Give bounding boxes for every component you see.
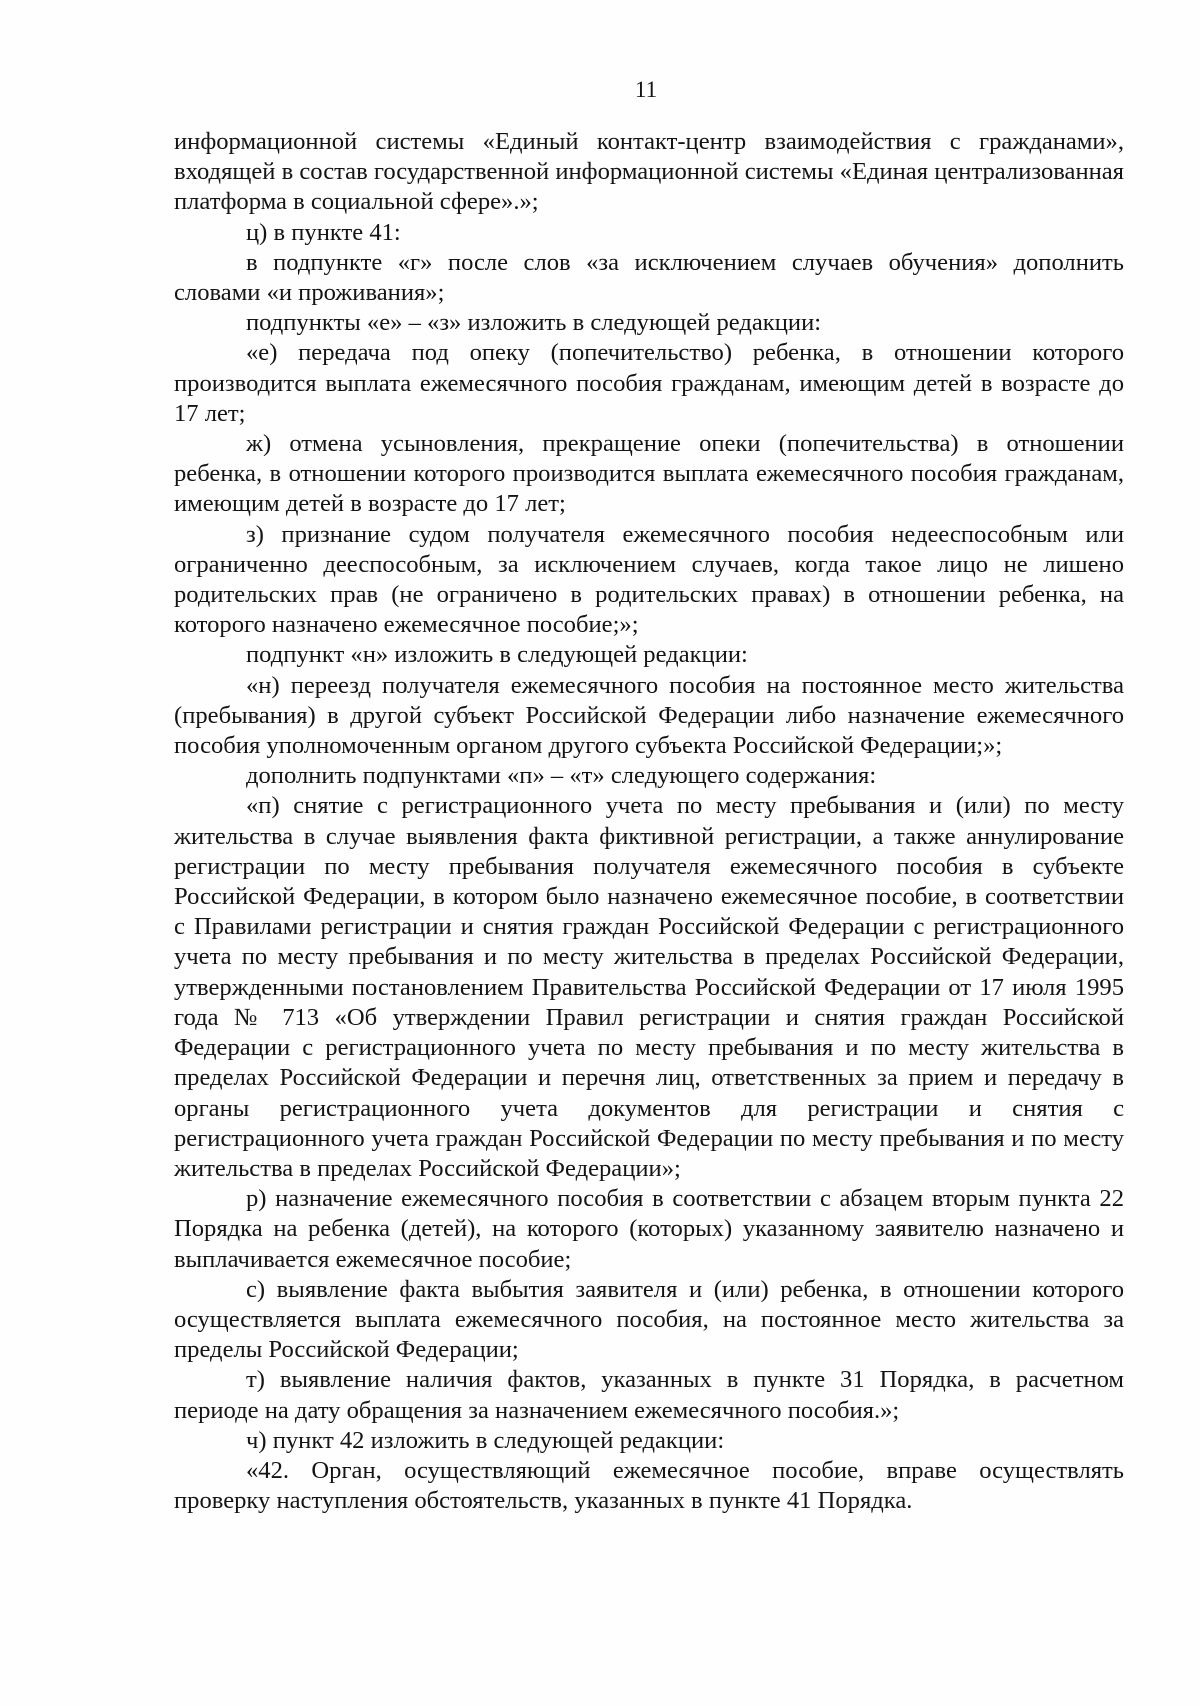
paragraph: «е) передача под опеку (попечительство) ребенка, в отношении которого производится выплата ежемесячного пособия гражданам, имеющим детей в возрасте до 17 лет; [174,339,1124,427]
paragraph: р) назначение ежемесячного пособия в соответствии с абзацем вторым пункта 22 Порядка на ребенка (детей), на которого (которых) указанному заявителю назначено и выплачивается ежемесячное пособие; [174,1185,1124,1273]
paragraph: в подпункте «г» после слов «за исключением случаев обучения» дополнить словами «и проживания»; [174,248,1124,307]
page-number: 11 [634,77,658,102]
paragraph: ц) в пункте 41: [246,218,401,246]
paragraph: з) признание судом получателя ежемесячного пособия недееспособным или ограниченно дееспособным, за исключением случаев, когда такое лицо не лишено родительских прав (не ограничено в родительских правах) в отношении ребенка, на которого назначено ежемесячное пособие;»; [174,520,1124,639]
paragraph: дополнить подпунктами «п» – «т» следующего содержания: [246,762,877,790]
paragraph: т) выявление наличия фактов, указанных в пункте 31 Порядка, в расчетном периоде на дату обращения за назначением ежемесячного пособия.»; [174,1366,1124,1424]
paragraph: подпункт «н» изложить в следующей редакции: [246,641,748,669]
paragraph: «42. Орган, осуществляющий ежемесячное пособие, вправе осуществлять проверку наступления обстоятельств, указанных в пункте 41 Порядка. [174,1456,1124,1515]
paragraph: «н) переезд получателя ежемесячного пособия на постоянное место жительства (пребывания) в другой субъект Российской Федерации либо назначение ежемесячного пособия уполномоченным органом другого субъекта Российской Федерации;»; [174,671,1124,760]
paragraph: ч) пункт 42 изложить в следующей редакции: [246,1426,725,1454]
document-body [174,127,1124,1516]
paragraph: «п) снятие с регистрационного учета по месту пребывания и (или) по месту жительства в случае выявления факта фиктивной регистрации, а также аннулирование регистрации по месту пребывания получателя ежемесячного пособия в субъекте Российской Федерации, в котором было назначено ежемесячное пособие, в соответствии с Правилами регистрации и снятия граждан Российской Федерации с регистрационного учета по месту пребывания и по месту жительства в пределах Российской Федерации, утвержденными постановлением Правительства Российской Федерации от 17 июля 1995 года № 713 «Об утверждении Правил регистрации и снятия граждан Российской Федерации с регистрационного учета по месту пребывания и по месту жительства в пределах Российской Федерации и перечня лиц, ответственных за прием и передачу в органы регистрационного учета документов для регистрации и снятия с регистрационного учета граждан Российской Федерации по месту пребывания и по месту жительства в пределах Российской Федерации»; [174,792,1124,1182]
paragraph: с) выявление факта выбытия заявителя и (или) ребенка, в отношении которого осуществляется выплата ежемесячного пособия, на постоянное место жительства за пределы Российской Федерации; [174,1275,1124,1364]
paragraph: ж) отмена усыновления, прекращение опеки (попечительства) в отношении ребенка, в отношении которого производится выплата ежемесячного пособия гражданам, имеющим детей в возрасте до 17 лет; [174,430,1124,518]
paragraph: информационной системы «Единый контакт-центр взаимодействия с гражданами», входящей в состав государственной информационной системы «Единая централизованная платформа в социальной сфере».»; [174,128,1124,216]
paragraph: подпункты «е» – «з» изложить в следующей редакции: [246,309,822,337]
